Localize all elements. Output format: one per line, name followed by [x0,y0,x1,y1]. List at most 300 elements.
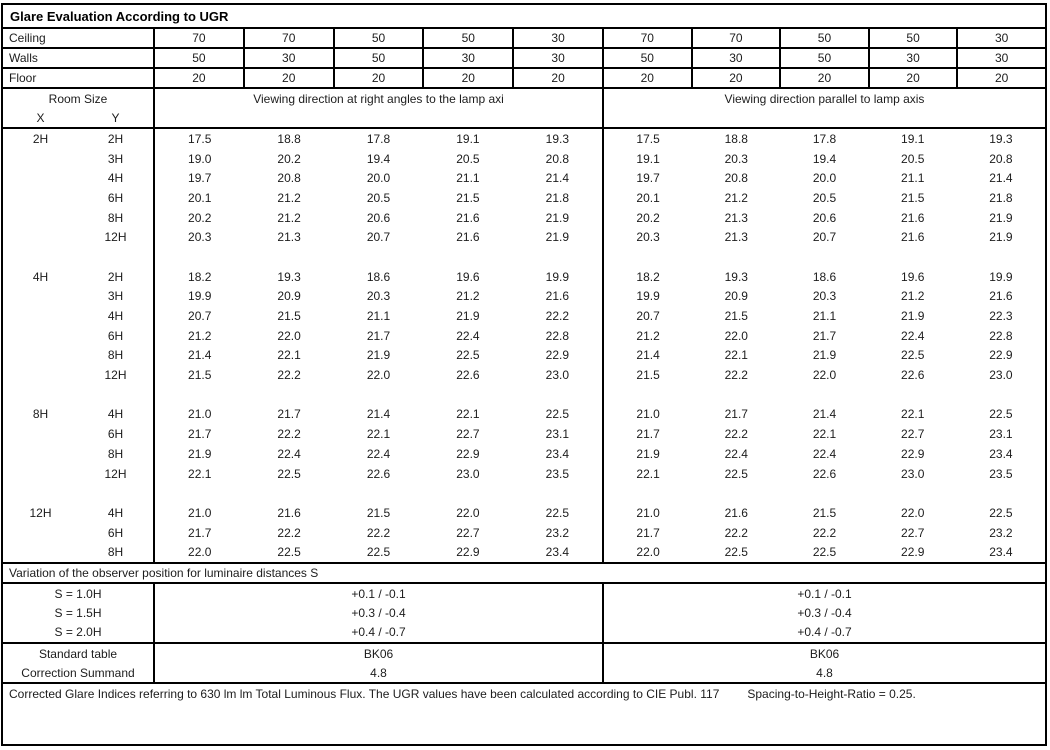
ugr-value-cell: 21.6 [989,289,1013,304]
ugr-value-cell: 22.1 [812,427,837,442]
ugr-value-cell: 22.7 [456,427,480,442]
ugr-value-cell: 23.1 [989,427,1013,442]
three-cell-row [3,663,1045,682]
spacer-left [153,385,602,405]
ugr-data-section [3,129,1045,564]
ugr-value-cell: 17.8 [366,131,391,146]
surface-value-cell: 50 [333,29,423,47]
values-left [153,503,602,523]
footer-note: Corrected Glare Indices referring to 630 lm lm Total Luminous Flux. The UGR values have been calculated according to CIE Publ. 117 [9,687,720,701]
ugr-value-cell: 21.7 [724,407,748,422]
ugr-value-cell: 22.0 [188,545,212,560]
surface-row [3,69,1045,89]
footer-note-row [3,684,1045,744]
room-size-cell [3,129,153,149]
values-right [602,208,1045,228]
ugr-value-cell: 20.0 [366,171,391,186]
ugr-row [3,227,1045,247]
table-title: Glare Evaluation According to UGR [3,5,1045,29]
surface-value-cell: 30 [512,49,602,67]
room-size-header [3,89,153,127]
ugr-value-cell: 22.6 [812,466,837,481]
ugr-value-cell: 20.0 [812,171,837,186]
ugr-value-cell: 22.2 [724,368,748,383]
ugr-value-cell: 19.9 [636,289,660,304]
surface-value-cell: 30 [956,29,1045,47]
values-right [602,464,1045,484]
room-x-value [3,188,78,208]
spacer-right [602,483,1045,503]
ugr-value-cell: 22.6 [901,368,925,383]
surface-value-cell: 50 [192,51,206,65]
ugr-value-cell: 22.7 [901,525,925,540]
values-right [602,542,1045,562]
ugr-value-cell: 22.5 [901,348,925,363]
ugr-value-cell: 20.7 [636,309,660,324]
ugr-value-cell: 19.6 [901,269,925,284]
ugr-value-cell: 20.2 [188,210,212,225]
values-right [602,365,1045,385]
ugr-value-cell: 22.9 [901,446,925,461]
ugr-value-cell: 22.5 [724,466,748,481]
surface-value-cell: 50 [868,29,957,47]
ugr-value-cell: 22.9 [545,348,569,363]
values-right [602,287,1045,307]
ugr-value-cell: 23.1 [545,427,569,442]
surface-row [3,29,1045,49]
ugr-value-cell: 22.2 [812,525,837,540]
room-y-value: 6H [107,328,124,343]
ugr-value-cell: 21.1 [366,309,391,324]
ugr-value-cell: 21.3 [724,230,748,245]
values-right [602,29,1045,47]
ugr-value-cell: 22.4 [456,328,480,343]
room-size-axes [3,108,153,127]
ugr-value-cell: 21.6 [901,210,925,225]
summary-value-left: 4.8 [153,663,602,682]
values-right [602,69,1045,87]
values-right [602,129,1045,149]
values-right [602,306,1045,326]
ugr-value-cell: 22.1 [366,427,391,442]
ugr-value-cell: 21.9 [901,309,925,324]
room-y-value: 2H [107,269,124,284]
ugr-value-cell: 21.1 [901,171,925,186]
ugr-value-cell: 22.4 [724,446,748,461]
ugr-row [3,424,1045,444]
ugr-value-cell: 21.7 [636,525,660,540]
room-x-value: 12H [29,505,52,520]
ugr-value-cell: 21.7 [188,427,212,442]
summary-label: Correction Summand [21,665,135,680]
spacer-left [153,483,602,503]
ugr-value-cell: 22.1 [636,466,660,481]
ugr-value-cell: 21.7 [277,407,301,422]
room-x-value [3,326,78,346]
ugr-value-cell: 21.9 [456,309,480,324]
ugr-value-cell: 21.0 [636,505,660,520]
ugr-value-cell: 21.5 [724,309,748,324]
room-y-value: 4H [107,505,124,520]
ugr-value-cell: 21.4 [366,407,391,422]
values-left [153,326,602,346]
values-left [153,405,602,425]
ugr-value-cell: 19.6 [456,269,480,284]
ugr-value-cell: 22.2 [277,368,301,383]
ugr-value-cell: 23.4 [545,545,569,560]
observer-distance-label: S = 1.0H [54,586,102,601]
ugr-value-cell: 20.9 [277,289,301,304]
ugr-value-cell: 21.4 [545,171,569,186]
room-y-value: 6H [107,190,124,205]
values-left [153,29,602,47]
ugr-value-cell: 20.5 [366,190,391,205]
ugr-value-cell: 19.3 [277,269,301,284]
surface-value-cell: 30 [956,49,1045,67]
ugr-row [3,542,1045,562]
ugr-value-cell: 19.1 [901,131,925,146]
ugr-value-cell: 22.9 [456,545,480,560]
surface-value-cell: 30 [243,49,333,67]
ugr-value-cell: 20.3 [636,230,660,245]
ugr-value-cell: 19.1 [636,151,660,166]
values-right [602,523,1045,543]
values-left [153,227,602,247]
ugr-row [3,444,1045,464]
surface-value-cell: 70 [691,29,780,47]
room-x-value [3,542,78,562]
ugr-value-cell: 22.5 [545,505,569,520]
surface-value-cell: 20 [243,69,333,87]
variation-rows [3,584,1045,644]
ugr-value-cell: 19.3 [724,269,748,284]
ugr-value-cell: 22.0 [724,328,748,343]
summary-label: Standard table [38,646,118,661]
values-right [602,326,1045,346]
ugr-value-cell: 20.8 [724,171,748,186]
ugr-value-cell: 22.6 [366,466,391,481]
ugr-value-cell: 21.6 [724,505,748,520]
ugr-value-cell: 22.2 [724,525,748,540]
ugr-value-cell: 21.0 [188,407,212,422]
values-right [602,49,1045,67]
observer-distance-label: S = 1.5H [54,605,102,620]
surface-value-cell: 30 [868,49,957,67]
ugr-value-cell: 20.6 [366,210,391,225]
values-left [153,542,602,562]
ugr-value-cell: 20.8 [989,151,1013,166]
ugr-value-cell: 22.5 [545,407,569,422]
ugr-value-cell: 21.9 [812,348,837,363]
ugr-value-cell: 22.5 [989,407,1013,422]
viewing-header-parallel: Viewing direction parallel to lamp axis [602,89,1045,127]
room-y-value: 12H [104,368,127,383]
ugr-value-cell: 22.5 [812,545,837,560]
ugr-value-cell: 21.6 [456,230,480,245]
values-left [153,424,602,444]
summary-value-right: 4.8 [602,663,1045,682]
ugr-value-cell: 23.0 [456,466,480,481]
ugr-row [3,326,1045,346]
room-x-value [3,227,78,247]
values-right [602,503,1045,523]
room-size-cell [3,405,153,425]
room-size-label: Room Size [48,91,108,106]
ugr-value-cell: 19.9 [989,269,1013,284]
ugr-value-cell: 23.0 [989,368,1013,383]
ugr-value-cell: 23.2 [545,525,569,540]
ugr-value-cell: 21.9 [545,210,569,225]
ugr-value-cell: 22.0 [366,368,391,383]
ugr-value-cell: 22.4 [366,446,391,461]
ugr-value-cell: 23.0 [545,368,569,383]
column-header-row [3,89,1045,129]
ugr-value-cell: 21.2 [901,289,925,304]
ugr-value-cell: 21.7 [812,328,837,343]
room-y-value: 3H [107,289,124,304]
variation-value-left: +0.1 / -0.1 [153,584,602,603]
ugr-value-cell: 23.4 [545,446,569,461]
ugr-value-cell: 22.5 [366,545,391,560]
ugr-value-cell: 21.4 [188,348,212,363]
ugr-value-cell: 21.5 [901,190,925,205]
room-size-cell [3,188,153,208]
spacer-label [3,483,153,503]
room-size-cell [3,287,153,307]
values-left [153,69,602,87]
ugr-value-cell: 21.6 [901,230,925,245]
ugr-value-cell: 21.2 [724,190,748,205]
values-right [602,149,1045,169]
ugr-value-cell: 19.9 [188,289,212,304]
ugr-value-cell: 21.5 [366,505,391,520]
ugr-value-cell: 19.3 [989,131,1013,146]
ugr-value-cell: 20.6 [812,210,837,225]
ugr-value-cell: 22.5 [277,545,301,560]
values-right [602,267,1045,287]
ugr-row [3,365,1045,385]
ugr-value-cell: 22.4 [901,328,925,343]
ugr-value-cell: 22.0 [812,368,837,383]
room-y-header: Y [111,110,120,125]
room-y-value: 2H [107,131,124,146]
ugr-value-cell: 23.4 [989,545,1013,560]
ugr-row [3,346,1045,366]
room-y-value: 4H [107,407,124,422]
ugr-value-cell: 21.7 [188,525,212,540]
ugr-value-cell: 21.8 [545,190,569,205]
surface-row [3,49,1045,69]
room-y-value: 12H [104,466,127,481]
room-y-value: 8H [107,210,124,225]
values-right [602,405,1045,425]
summary-value-right: BK06 [602,644,1045,663]
ugr-value-cell: 20.5 [901,151,925,166]
room-y-value: 8H [107,545,124,560]
ugr-value-cell: 21.9 [366,348,391,363]
ugr-value-cell: 21.0 [188,505,212,520]
values-left [153,346,602,366]
ugr-value-cell: 20.8 [277,171,301,186]
ugr-value-cell: 21.8 [989,190,1013,205]
values-right [602,168,1045,188]
values-left [153,287,602,307]
surface-value-cell: 20 [512,69,602,87]
ugr-value-cell: 21.7 [636,427,660,442]
values-left [153,129,602,149]
values-right [602,424,1045,444]
ugr-value-cell: 21.4 [812,407,837,422]
variation-value-left: +0.3 / -0.4 [153,603,602,622]
ugr-value-cell: 20.3 [812,289,837,304]
room-x-value: 8H [32,407,49,422]
spacer-right [602,247,1045,267]
summary-value-left: BK06 [153,644,602,663]
surface-value-cell: 20 [956,69,1045,87]
room-size-cell [3,326,153,346]
surface-value-cell: 70 [243,29,333,47]
ugr-value-cell: 22.5 [989,505,1013,520]
values-left [153,523,602,543]
surface-label: Walls [9,51,38,65]
ugr-value-cell: 18.8 [277,131,301,146]
ugr-value-cell: 22.5 [277,466,301,481]
surface-label: Floor [9,71,37,85]
ugr-row [3,523,1045,543]
ugr-value-cell: 21.9 [636,446,660,461]
ugr-value-cell: 19.7 [636,171,660,186]
ugr-value-cell: 20.2 [277,151,301,166]
ugr-value-cell: 22.1 [188,466,212,481]
ugr-value-cell: 23.5 [545,466,569,481]
viewing-header-right-angles: Viewing direction at right angles to the lamp axi [153,89,602,127]
room-x-value [3,287,78,307]
ugr-value-cell: 22.5 [456,348,480,363]
ugr-value-cell: 22.1 [456,407,480,422]
ugr-row [3,188,1045,208]
room-x-value: 2H [32,131,49,146]
ugr-value-cell: 19.1 [456,131,480,146]
three-cell-row [3,644,1045,663]
ugr-value-cell: 20.3 [724,151,748,166]
room-size-cell [3,168,153,188]
ugr-value-cell: 20.7 [188,309,212,324]
ugr-value-cell: 22.9 [989,348,1013,363]
room-x-value [3,208,78,228]
ugr-value-cell: 22.7 [456,525,480,540]
three-cell-row [3,623,1045,642]
surface-value-cell: 50 [779,29,868,47]
ugr-row [3,287,1045,307]
room-size-cell [3,227,153,247]
ugr-value-cell: 18.2 [636,269,660,284]
room-x-value [3,523,78,543]
values-left [153,306,602,326]
room-size-cell [3,208,153,228]
room-size-cell [3,424,153,444]
ugr-value-cell: 18.6 [366,269,391,284]
room-x-value [3,444,78,464]
values-left [153,188,602,208]
ugr-value-cell: 23.4 [989,446,1013,461]
ugr-value-cell: 22.2 [724,427,748,442]
surface-label: Ceiling [9,31,46,45]
ugr-value-cell: 20.1 [188,190,212,205]
variation-heading: Variation of the observer position for luminaire distances S [3,564,1045,584]
room-size-cell [3,542,153,562]
ugr-value-cell: 21.6 [277,505,301,520]
values-right [602,188,1045,208]
room-x-value: 4H [32,269,49,284]
variation-value-right: +0.3 / -0.4 [602,603,1045,622]
ugr-table [1,3,1047,746]
ugr-value-cell: 22.2 [366,525,391,540]
surface-value-cell: 70 [640,31,654,45]
ugr-value-cell: 17.5 [636,131,660,146]
surface-value-cell: 20 [779,69,868,87]
ugr-value-cell: 22.0 [636,545,660,560]
ugr-value-cell: 21.0 [636,407,660,422]
room-size-cell [3,306,153,326]
group-spacer-row [3,385,1045,405]
values-right [602,227,1045,247]
room-size-cell [3,444,153,464]
ugr-value-cell: 22.4 [812,446,837,461]
surface-value-cell: 20 [640,71,654,85]
room-size-cell [3,149,153,169]
ugr-value-cell: 22.3 [989,309,1013,324]
ugr-value-cell: 19.9 [545,269,569,284]
surface-value-cell: 50 [779,49,868,67]
room-y-value: 6H [107,427,124,442]
group-spacer-row [3,247,1045,267]
ugr-value-cell: 22.9 [456,446,480,461]
values-right [602,346,1045,366]
surface-rows [3,29,1045,89]
values-left [153,267,602,287]
ugr-value-cell: 22.2 [277,525,301,540]
room-x-value [3,365,78,385]
ugr-value-cell: 22.6 [456,368,480,383]
surface-value-cell: 20 [422,69,512,87]
room-x-header: X [36,110,45,125]
ugr-value-cell: 20.9 [724,289,748,304]
surface-value-cell: 50 [422,29,512,47]
values-left [153,365,602,385]
surface-value-cell: 20 [333,69,423,87]
ugr-row [3,208,1045,228]
surface-value-cell: 20 [868,69,957,87]
ugr-value-cell: 20.2 [636,210,660,225]
ugr-value-cell: 21.9 [989,230,1013,245]
surface-value-cell: 30 [691,49,780,67]
ugr-value-cell: 22.9 [901,545,925,560]
ugr-value-cell: 21.2 [188,328,212,343]
three-cell-row [3,584,1045,603]
ugr-value-cell: 22.2 [277,427,301,442]
ugr-value-cell: 19.7 [188,171,212,186]
room-size-cell [3,523,153,543]
ugr-value-cell: 21.1 [456,171,480,186]
ugr-value-cell: 21.5 [277,309,301,324]
ugr-value-cell: 21.5 [636,368,660,383]
spacer-label [3,247,153,267]
ugr-value-cell: 21.2 [636,328,660,343]
ugr-value-cell: 22.1 [724,348,748,363]
room-size-cell [3,503,153,523]
ugr-value-cell: 19.4 [812,151,837,166]
values-left [153,444,602,464]
